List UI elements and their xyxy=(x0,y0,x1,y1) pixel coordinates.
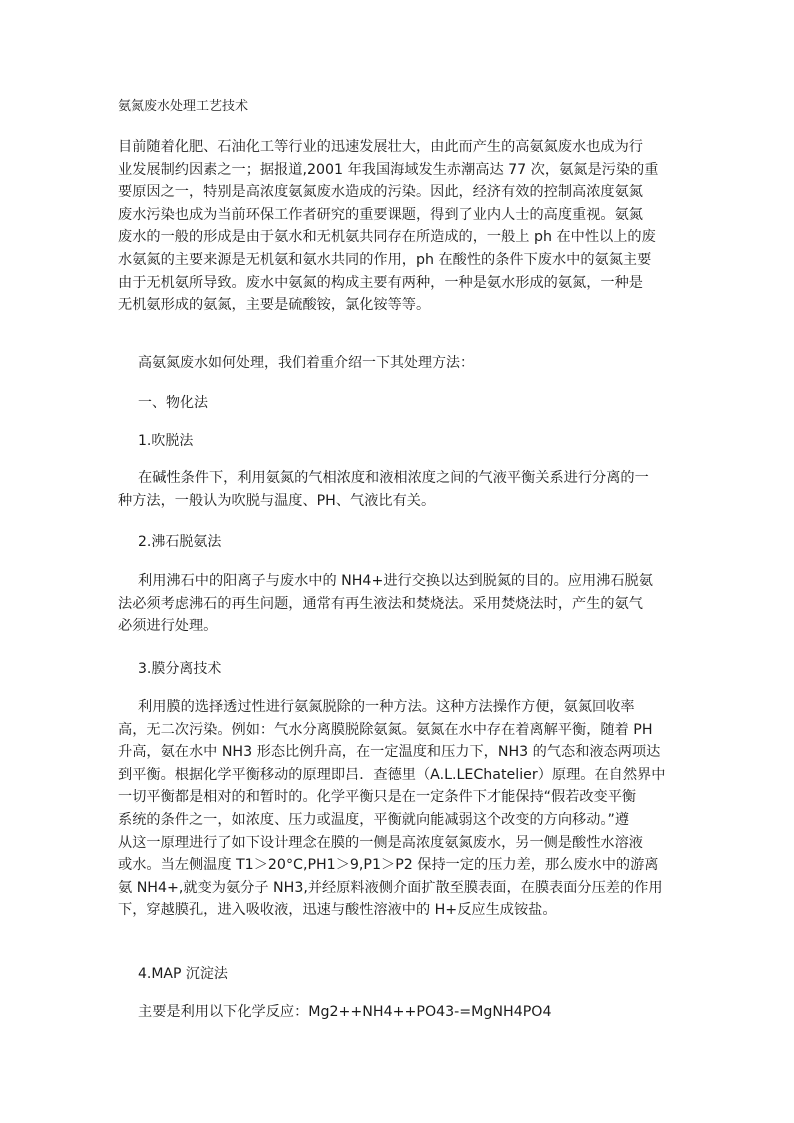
subsection-heading: 2.沸石脱氨法 xyxy=(138,534,222,550)
intro-line: 由于无机氨所导致。废水中氨氮的构成主要有两种，一种是氨水形成的氨氮，一种是 xyxy=(118,274,643,291)
document-title: 氨氮废水处理工艺技术 xyxy=(118,99,249,114)
paragraph-line: 从这一原理进行了如下设计理念在膜的一侧是高浓度氨氮废水，另一侧是酸性水溶液 xyxy=(118,834,643,851)
paragraph-line: 在碱性条件下，利用氨氮的气相浓度和液相浓度之间的气液平衡关系进行分离的一 xyxy=(138,470,649,486)
paragraph-line: 法必须考虑沸石的再生问题，通常有再生液法和焚烧法。采用焚烧法时，产生的氨气 xyxy=(118,595,643,612)
paragraph-line: 高，无二次污染。例如：气水分离膜脱除氨氮。氨氮在水中存在着离解平衡，随着 PH xyxy=(118,721,653,738)
section-heading: 一、物化法 xyxy=(138,395,208,411)
intro-line: 目前随着化肥、石油化工等行业的迅速发展壮大，由此而产生的高氨氮废水也成为行 xyxy=(118,139,643,155)
paragraph-line: 系统的条件之一，如浓度、压力或温度，平衡就向能减弱这个改变的方向移动。”遵 xyxy=(118,811,630,828)
paragraph-line: 主要是利用以下化学反应：Mg2++NH4++PO43-=MgNH4PO4 xyxy=(138,1004,552,1020)
intro-line: 废水的一般的形成是由于氨水和无机氨共同存在所造成的，一般上 ph 在中性以上的废 xyxy=(118,229,656,246)
paragraph-line: 利用膜的选择透过性进行氨氮脱除的一种方法。这种方法操作方便，氨氮回收率 xyxy=(138,699,635,715)
paragraph-line: 一切平衡都是相对的和暂时的。化学平衡只是在一定条件下才能保持“假若改变平衡 xyxy=(118,789,637,806)
method-intro: 高氨氮废水如何处理，我们着重介绍一下其处理方法： xyxy=(138,355,474,371)
sub3-paragraph xyxy=(118,696,673,922)
intro-paragraph xyxy=(118,136,673,317)
subsection-heading: 3.膜分离技术 xyxy=(138,661,222,677)
paragraph-line: 种方法，一般认为吹脱与温度、PH、气液比有关。 xyxy=(118,492,436,509)
subsection-heading: 1.吹脱法 xyxy=(138,433,194,449)
paragraph-line: 氨 NH4+,就变为氨分子 NH3,并经原料液侧介面扩散至膜表面，在膜表面分压差的作用 xyxy=(118,879,663,896)
sub1-paragraph xyxy=(118,467,673,512)
paragraph-line: 或水。当左侧温度 T1＞20°C,PH1＞9,P1＞P2 保持一定的压力差，那么废水中的游离 xyxy=(118,857,659,874)
intro-line: 无机氨形成的氨氮，主要是硫酸铵，氯化铵等等。 xyxy=(118,297,431,314)
paragraph-line: 到平衡。根据化学平衡移动的原理即吕．查德里（A.L.LEChatelier）原理。在自然界中 xyxy=(118,766,666,783)
paragraph-line: 利用沸石中的阳离子与废水中的 NH4+进行交换以达到脱氮的目的。应用沸石脱氨 xyxy=(138,573,653,589)
intro-line: 废水污染也成为当前环保工作者研究的重要课题，得到了业内人士的高度重视。氨氮 xyxy=(118,206,643,223)
intro-line: 要原因之一，特别是高浓度氨氮废水造成的污染。因此，经济有效的控制高浓度氨氮 xyxy=(118,184,643,201)
paragraph-line: 必须进行处理。 xyxy=(118,618,218,635)
sub2-paragraph xyxy=(118,570,673,638)
intro-line: 水氨氮的主要来源是无机氨和氨水共同的作用，ph 在酸性的条件下废水中的氨氮主要 xyxy=(118,251,652,268)
paragraph-line: 下，穿越膜孔，进入吸收液，迅速与酸性溶液中的 H+反应生成铵盐。 xyxy=(118,902,557,919)
sub4-paragraph xyxy=(118,1001,673,1024)
subsection-heading: 4.MAP 沉淀法 xyxy=(138,966,228,982)
paragraph-line: 升高，氨在水中 NH3 形态比例升高，在一定温度和压力下，NH3 的气态和液态两项达 xyxy=(118,744,661,761)
intro-line: 业发展制约因素之一；据报道,2001 年我国海域发生赤潮高达 77 次，氨氮是污染的重 xyxy=(118,161,659,178)
